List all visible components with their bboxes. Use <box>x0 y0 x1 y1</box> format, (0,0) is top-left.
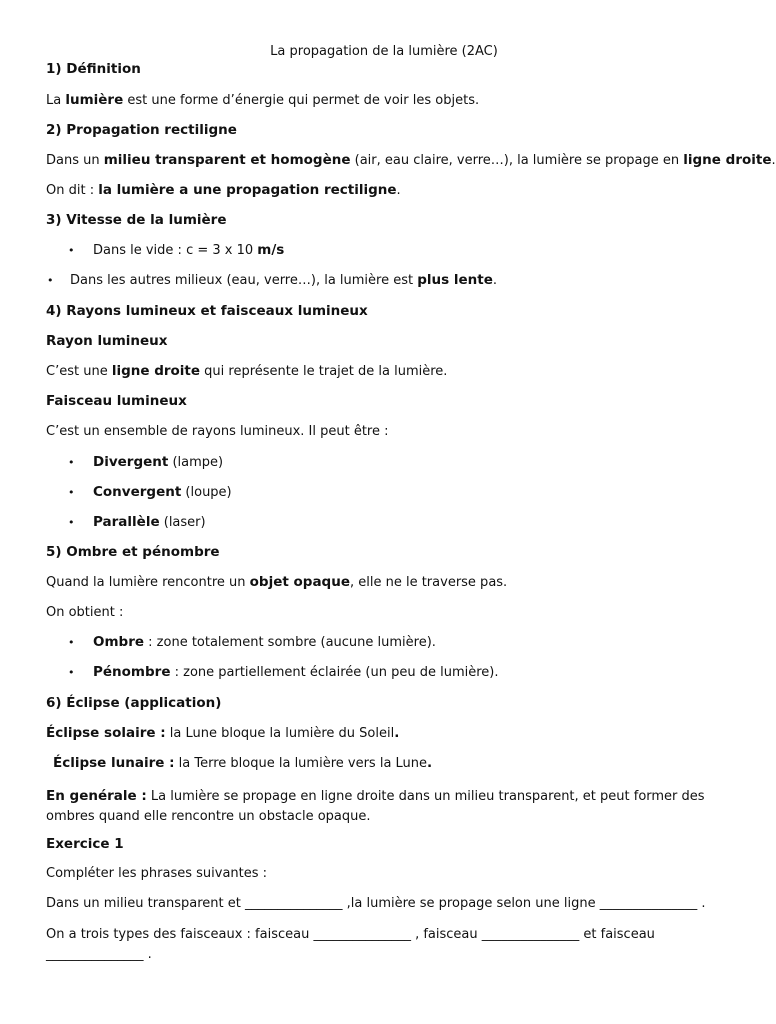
subheading-rayon: Rayon lumineux <box>46 333 168 349</box>
list-item-divergent: Divergent (lampe) <box>93 454 224 470</box>
bullet-icon: • <box>68 516 75 529</box>
subheading-faisceau: Faisceau lumineux <box>46 393 187 409</box>
ombre-obtient: On obtient : <box>46 605 124 620</box>
definition-text: La lumière est une forme d’énergie qui permet de voir les objets. <box>46 92 480 108</box>
exercice-question-1: Dans un milieu transparent et _______________ ,la lumière se propage selon une ligne _______________ . <box>46 896 706 911</box>
list-item-convergent: Convergent (loupe) <box>93 484 232 500</box>
propagation-conclusion: On dit : la lumière a une propagation rectiligne. <box>46 182 401 198</box>
exercice-question-2: On a trois types des faisceaux : faisceau _______________ , faisceau _______________ et faisceau <box>46 927 655 942</box>
list-item-penombre: Pénombre : zone partiellement éclairée (un peu de lumière). <box>93 664 499 680</box>
exercice-instruction: Compléter les phrases suivantes : <box>46 866 268 881</box>
bullet-icon: • <box>47 274 54 287</box>
vitesse-autres: Dans les autres milieux (eau, verre…), la lumière est plus lente. <box>70 272 498 288</box>
bullet-icon: • <box>68 244 75 257</box>
ombre-text: Quand la lumière rencontre un objet opaque, elle ne le traverse pas. <box>46 574 508 590</box>
heading-rayons: 4) Rayons lumineux et faisceaux lumineux <box>46 303 368 319</box>
heading-definition: 1) Définition <box>46 61 141 77</box>
eclipse-lunaire: Éclipse lunaire : la Terre bloque la lumière vers la Lune. <box>53 755 433 771</box>
list-item-parallele: Parallèle (laser) <box>93 514 206 530</box>
heading-vitesse: 3) Vitesse de la lumière <box>46 212 227 228</box>
bullet-icon: • <box>68 636 75 649</box>
page-title: La propagation de la lumière (2AC) <box>270 44 498 59</box>
eclipse-general: En genérale : La lumière se propage en ligne droite dans un milieu transparent, et peut former des ombres quand elle rencontre un obstacle opaque. <box>46 788 705 824</box>
list-item-ombre: Ombre : zone totalement sombre (aucune lumière). <box>93 634 436 650</box>
bullet-icon: • <box>68 666 75 679</box>
eclipse-solaire: Éclipse solaire : la Lune bloque la lumière du Soleil. <box>46 725 400 741</box>
bullet-icon: • <box>68 486 75 499</box>
heading-ombre: 5) Ombre et pénombre <box>46 544 220 560</box>
exercice-question-2-cont: _______________ . <box>46 947 152 962</box>
heading-exercice: Exercice 1 <box>46 836 124 852</box>
vitesse-vide: Dans le vide : c = 3 x 10 m/s <box>93 242 285 258</box>
propagation-text: Dans un milieu transparent et homogène (air, eau claire, verre…), la lumière se propage en ligne droite. <box>46 152 776 168</box>
faisceau-text: C’est un ensemble de rayons lumineux. Il peut être : <box>46 424 389 439</box>
heading-propagation: 2) Propagation rectiligne <box>46 122 237 138</box>
bullet-icon: • <box>68 456 75 469</box>
heading-eclipse: 6) Éclipse (application) <box>46 695 222 711</box>
rayon-text: C’est une ligne droite qui représente le trajet de la lumière. <box>46 363 448 379</box>
